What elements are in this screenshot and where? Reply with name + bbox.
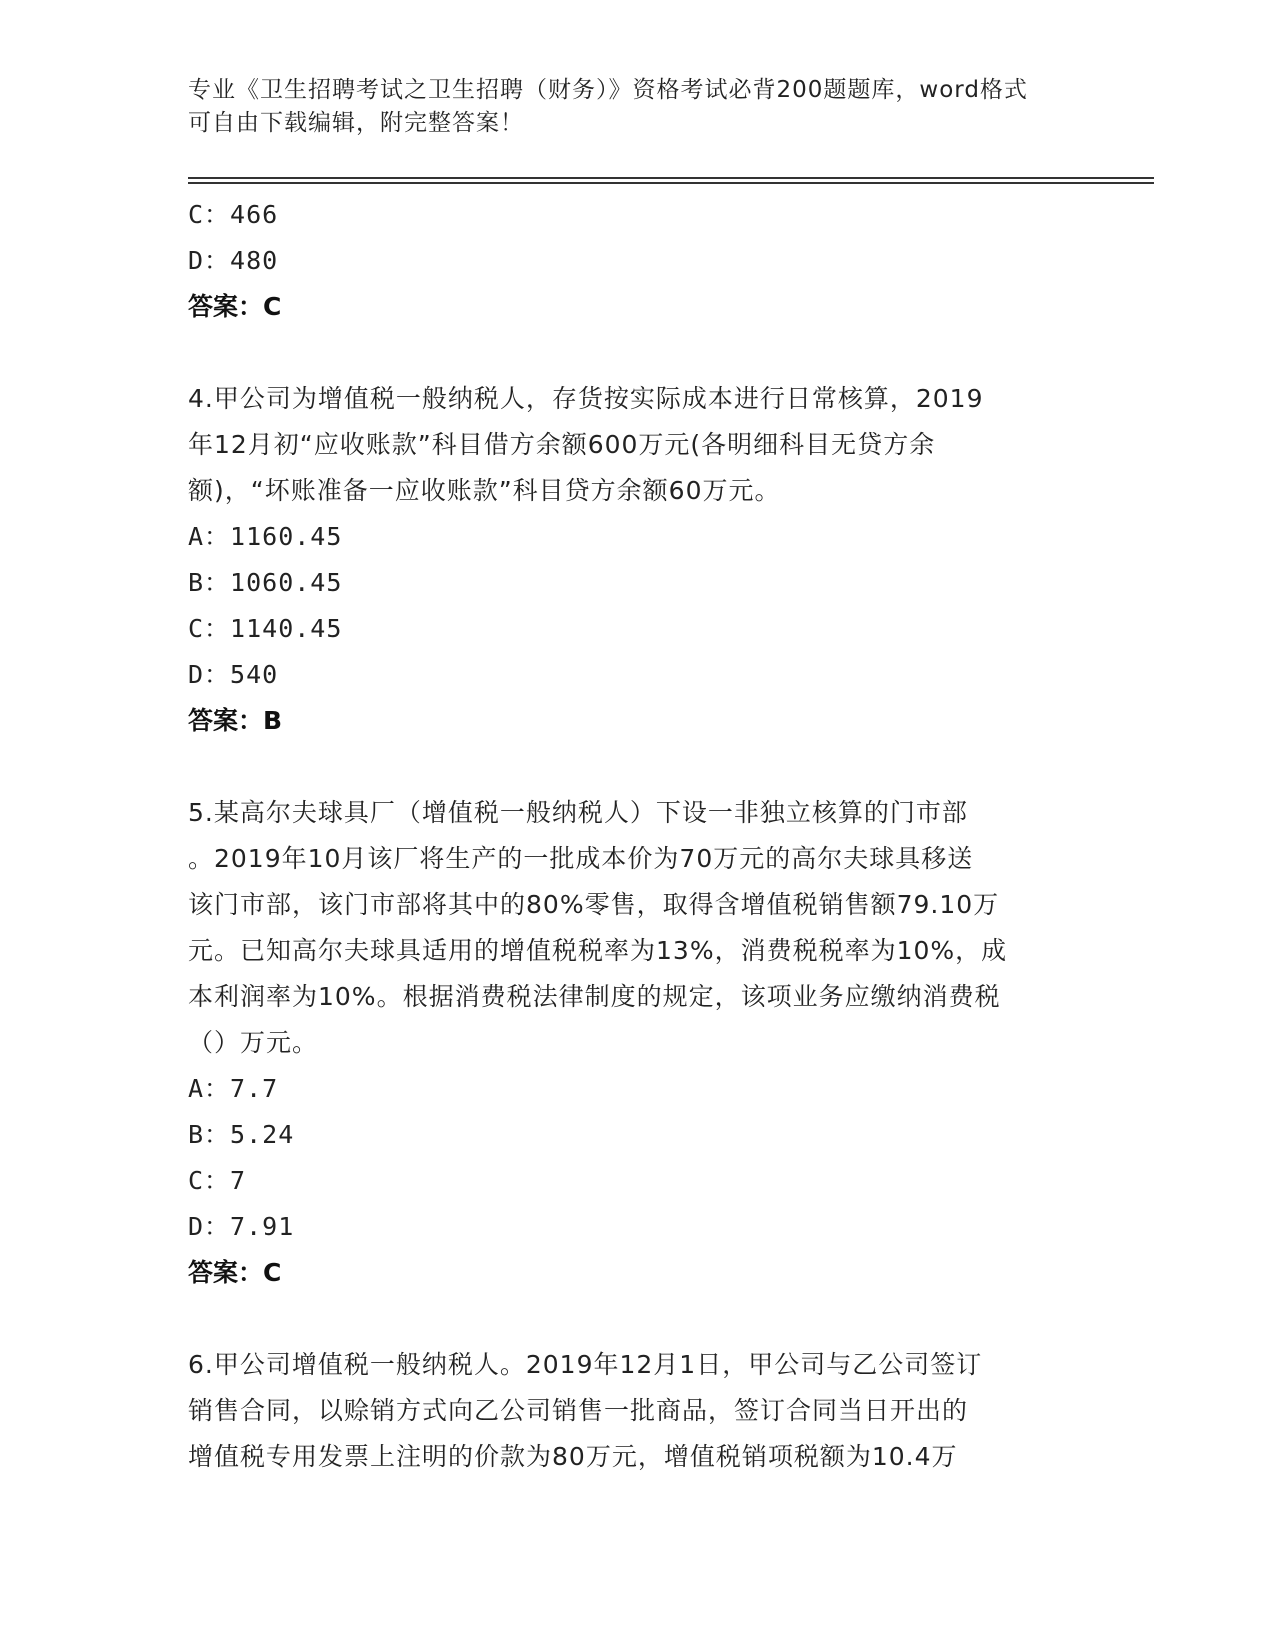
question-text-line: 元。已知高尔夫球具适用的增值税税率为13%，消费税税率为10%，成	[188, 936, 1008, 965]
option-a: A：1160.45	[188, 522, 343, 551]
header-title-line-1: 专业《卫生招聘考试之卫生招聘（财务）》资格考试必背200题题库，word格式	[188, 77, 1028, 103]
question-list	[188, 192, 1088, 1480]
question-6	[188, 1342, 1088, 1480]
document-header	[188, 74, 1088, 140]
question-gap	[188, 744, 1088, 790]
option-b: B：1060.45	[188, 568, 343, 597]
option-d: D：480	[188, 246, 279, 275]
option-c: C：1140.45	[188, 614, 343, 643]
question-4	[188, 376, 1088, 744]
option-d: D：7.91	[188, 1212, 295, 1241]
question-text-line: 该门市部，该门市部将其中的80%零售，取得含增值税销售额79.10万	[188, 890, 1000, 919]
header-divider-top	[188, 177, 1154, 179]
answer-line: 答案：B	[188, 706, 283, 735]
option-b: B：5.24	[188, 1120, 295, 1149]
answer-line: 答案：C	[188, 1258, 282, 1287]
question-3	[188, 192, 1088, 330]
header-title-line-2: 可自由下载编辑，附完整答案！	[188, 110, 524, 136]
option-c: C：7	[188, 1166, 247, 1195]
question-text-line: （）万元。	[188, 1028, 319, 1057]
question-text-line: 年12月初“应收账款”科目借方余额600万元(各明细科目无贷方余	[188, 430, 936, 459]
option-c: C：466	[188, 200, 279, 229]
question-text-line: 额)，“坏账准备一应收账款”科目贷方余额60万元。	[188, 476, 781, 505]
question-5	[188, 790, 1088, 1296]
question-text-line: 增值税专用发票上注明的价款为80万元，增值税销项税额为10.4万	[188, 1442, 958, 1471]
option-d: D：540	[188, 660, 279, 689]
question-text-line: 销售合同，以赊销方式向乙公司销售一批商品，签订合同当日开出的	[188, 1396, 969, 1425]
question-text-line: 。2019年10月该厂将生产的一批成本价为70万元的高尔夫球具移送	[188, 844, 974, 873]
question-gap	[188, 1296, 1088, 1342]
question-text-line: 本利润率为10%。根据消费税法律制度的规定，该项业务应缴纳消费税	[188, 982, 1001, 1011]
option-a: A：7.7	[188, 1074, 279, 1103]
question-gap	[188, 330, 1088, 376]
question-text-line: 6.甲公司增值税一般纳税人。2019年12月1日，甲公司与乙公司签订	[188, 1350, 983, 1379]
answer-line: 答案：C	[188, 292, 282, 321]
header-divider-bottom	[188, 182, 1154, 184]
question-text-line: 4.甲公司为增值税一般纳税人，存货按实际成本进行日常核算，2019	[188, 384, 984, 413]
question-text-line: 5.某高尔夫球具厂（增值税一般纳税人）下设一非独立核算的门市部	[188, 798, 968, 827]
